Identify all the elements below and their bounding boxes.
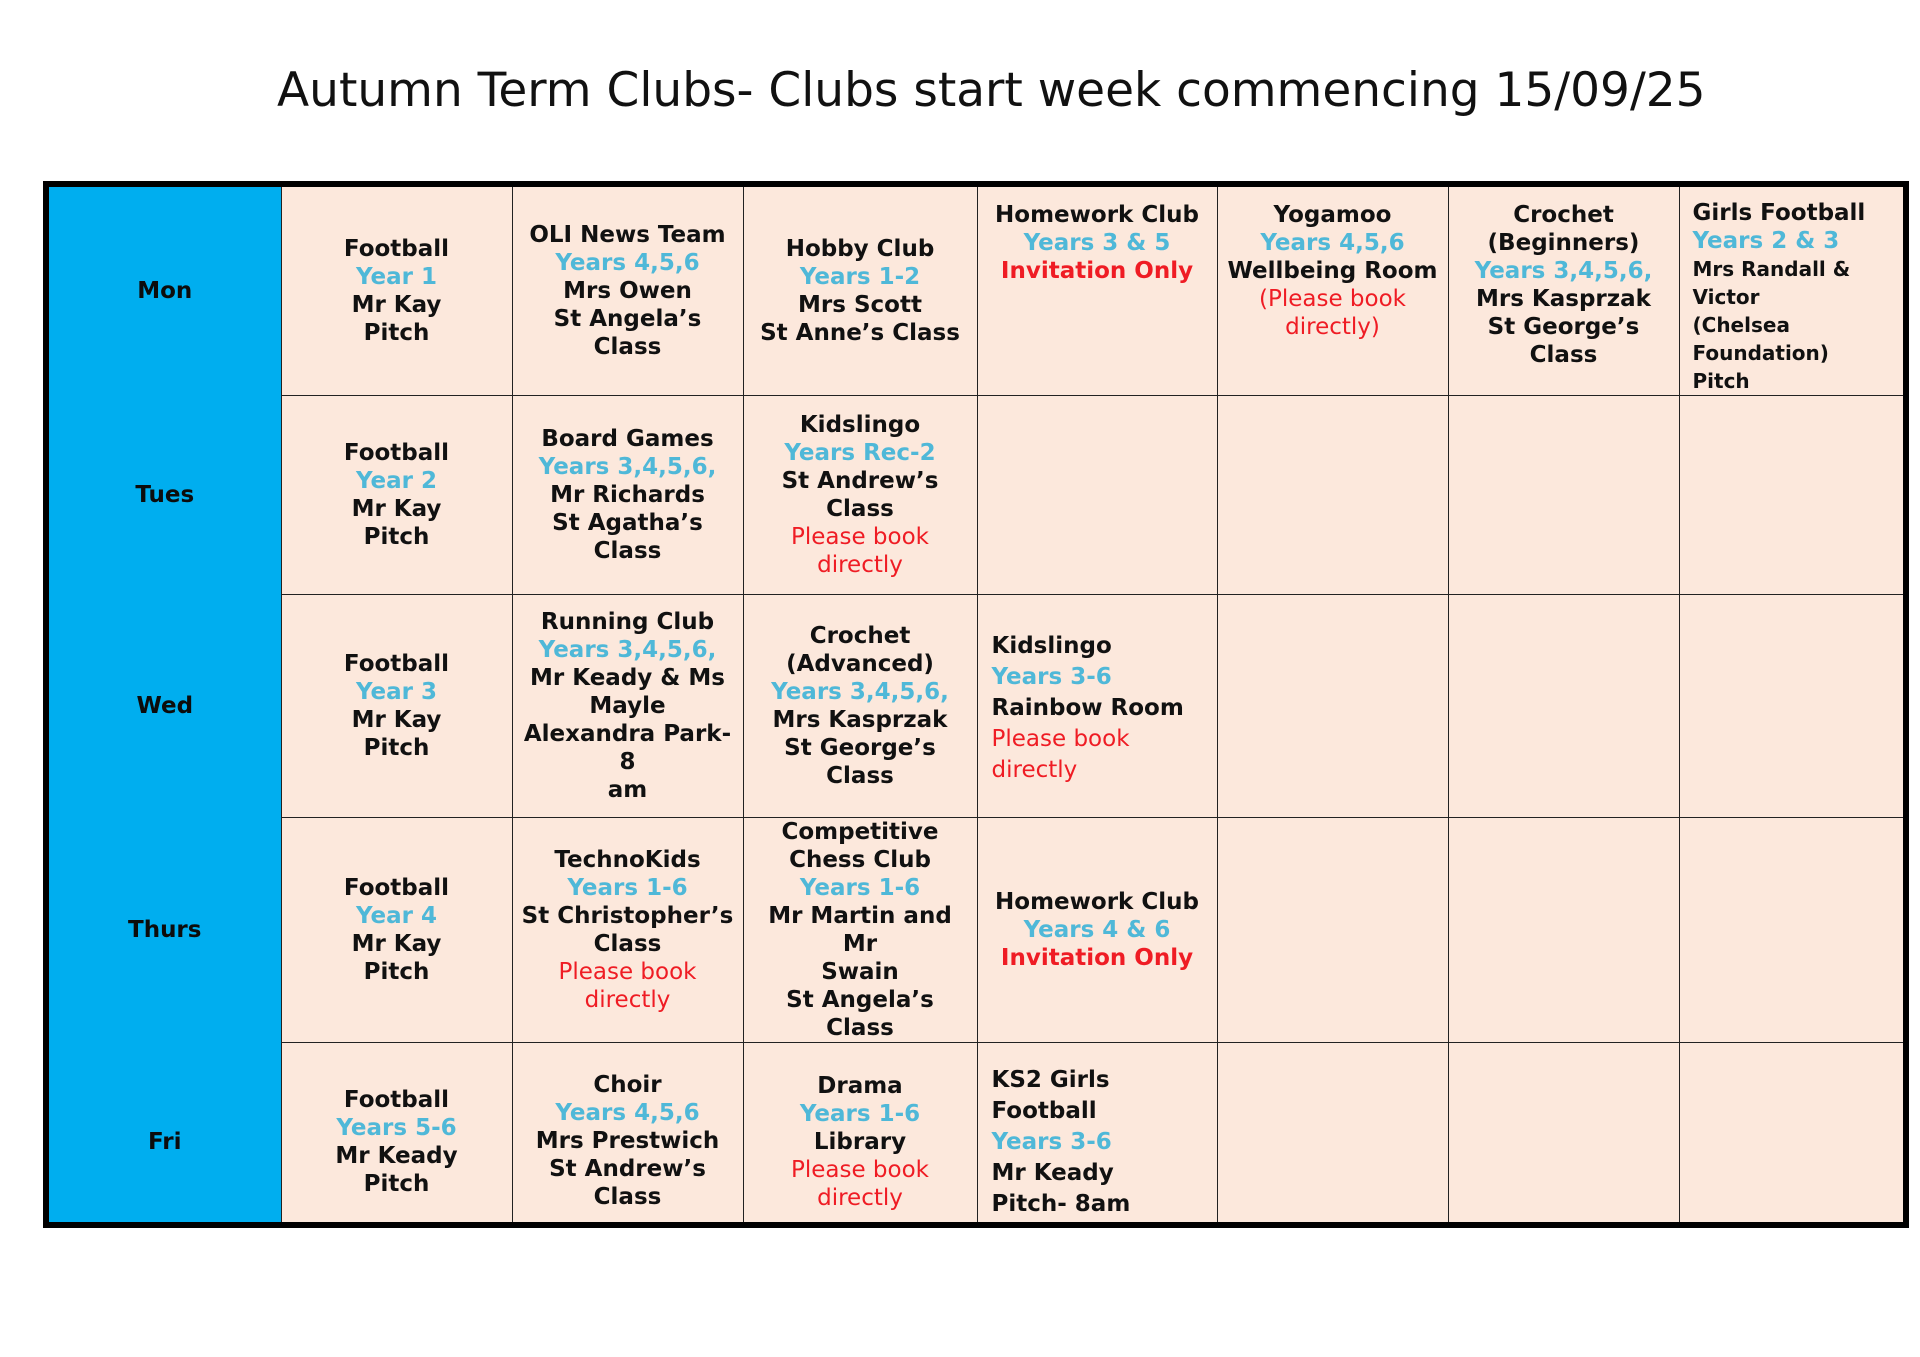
club-teacher: Mr Kay: [351, 707, 442, 733]
club-location: St Andrew’s Class: [781, 468, 939, 522]
club-title: Choir: [593, 1072, 662, 1098]
club-booking-note: directly): [1285, 314, 1380, 340]
club-years: Years 1-6: [567, 875, 688, 901]
club-title: Chess Club: [789, 847, 931, 873]
day-label: Tues: [49, 396, 281, 595]
club-years: Years 3 & 5: [1023, 230, 1171, 256]
club-years: Years 4,5,6: [555, 250, 700, 276]
club-title: Football: [343, 236, 450, 262]
club-title: Crochet: [1513, 202, 1614, 228]
club-location: St George’s Class: [784, 735, 936, 789]
club-teacher: Mr Keady: [991, 1159, 1114, 1186]
club-booking-note: (Please book: [1259, 286, 1406, 312]
club-teacher: Mr Martin and Mr: [768, 903, 952, 957]
club-title: Hobby Club: [785, 236, 935, 262]
club-years: Years 3,4,5,6,: [771, 679, 949, 705]
empty-cell: [1448, 818, 1679, 1043]
club-title: Homework Club: [995, 889, 1199, 915]
empty-cell: [1448, 1043, 1679, 1229]
club-invitation-note: Invitation Only: [1000, 258, 1194, 284]
row-thurs: [49, 818, 1909, 1043]
club-title: Homework Club: [995, 202, 1199, 228]
club-cell: [743, 396, 977, 595]
club-location: Rainbow Room: [991, 695, 1184, 721]
club-cell: [512, 595, 743, 818]
club-years: Years 3-6: [991, 664, 1112, 690]
club-teacher: Mrs Owen: [563, 278, 692, 304]
row-fri: [49, 1043, 1909, 1229]
club-location: am: [607, 777, 648, 803]
club-cell: [977, 1043, 1217, 1229]
club-title: Yogamoo: [1273, 202, 1392, 228]
club-teacher: Mrs Scott: [798, 292, 922, 318]
club-location: Pitch- 8am: [991, 1190, 1131, 1217]
club-title: Football: [343, 651, 450, 677]
club-title: OLI News Team: [529, 222, 726, 248]
club-teacher: Mrs Kasprzak: [1476, 286, 1651, 312]
club-teacher: Mr Keady & Ms: [530, 665, 725, 691]
club-booking-note: Please book: [790, 1157, 929, 1184]
club-cell: [512, 1043, 743, 1229]
club-location: Wellbeing Room: [1227, 258, 1438, 284]
club-teacher: Mr Kay: [351, 292, 442, 318]
club-location: Pitch: [1692, 369, 1750, 393]
day-label: Thurs: [49, 818, 281, 1043]
club-location: Pitch: [363, 524, 430, 550]
club-location: St Agatha’s Class: [552, 510, 703, 564]
day-label: Mon: [49, 187, 281, 396]
club-title: Drama: [817, 1073, 903, 1100]
club-cell: [281, 818, 512, 1043]
club-cell: [512, 396, 743, 595]
club-location: Class: [593, 931, 662, 957]
club-location: Pitch: [363, 320, 430, 346]
club-location: Alexandra Park- 8: [523, 721, 732, 775]
club-cell: [743, 818, 977, 1043]
club-teacher: Mrs Kasprzak: [772, 707, 948, 733]
empty-cell: [1217, 818, 1448, 1043]
club-location: St Angela’s Class: [786, 987, 934, 1041]
empty-cell: [1217, 595, 1448, 818]
club-title: Running Club: [540, 609, 715, 635]
club-title: Football: [343, 875, 450, 901]
empty-cell: [977, 396, 1217, 595]
club-teacher: Mr Kay: [351, 496, 442, 522]
club-cell: [512, 818, 743, 1043]
club-location: Pitch: [363, 959, 430, 985]
club-location: Pitch: [363, 735, 430, 761]
club-years: Years 4 & 6: [1023, 917, 1171, 943]
row-wed: [49, 595, 1909, 818]
club-title: Football: [343, 440, 450, 466]
club-title: Competitive: [781, 819, 939, 845]
club-years: Years 5-6: [336, 1115, 457, 1142]
club-cell: [1448, 187, 1679, 396]
club-cell: [743, 187, 977, 396]
club-booking-note: Please book: [991, 726, 1130, 752]
club-years: Year 1: [355, 264, 438, 290]
club-cell: [281, 595, 512, 818]
club-invitation-note: Invitation Only: [1000, 945, 1194, 971]
club-location: Library: [813, 1129, 907, 1156]
club-booking-note: Please book: [558, 959, 697, 985]
empty-cell: [1448, 595, 1679, 818]
club-years: Years 1-6: [799, 1101, 921, 1128]
club-title: Board Games: [541, 426, 714, 452]
club-years: Year 2: [355, 468, 438, 494]
club-teacher: Mr Kay: [351, 931, 442, 957]
club-teacher: Mr Keady: [335, 1143, 458, 1170]
club-cell: [1217, 187, 1448, 396]
club-years: Years 1-6: [799, 875, 921, 901]
club-teacher: Mrs Prestwich: [535, 1128, 720, 1154]
row-tues: [49, 396, 1909, 595]
club-cell: [512, 187, 743, 396]
club-booking-note: directly: [991, 757, 1078, 783]
empty-cell: [1679, 396, 1909, 595]
club-years: Years Rec-2: [784, 440, 936, 466]
club-years: Year 3: [355, 679, 438, 705]
club-years: Year 4: [355, 903, 438, 929]
club-cell: [281, 187, 512, 396]
club-cell: [1679, 187, 1909, 396]
club-teacher: (Chelsea Foundation): [1692, 313, 1829, 365]
empty-cell: [1217, 1043, 1448, 1229]
club-teacher: Mrs Randall & Victor: [1692, 257, 1851, 309]
club-cell: [977, 818, 1217, 1043]
club-location: St Angela’s Class: [553, 306, 702, 360]
club-location: St Christopher’s: [521, 903, 734, 929]
club-title: Crochet: [809, 623, 911, 649]
day-label: Fri: [49, 1043, 281, 1229]
page-title: Autumn Term Clubs- Clubs start week commencing 15/09/25: [277, 63, 1706, 118]
club-years: Years 3-6: [991, 1128, 1112, 1155]
club-title: Kidslingo: [991, 633, 1112, 659]
club-years: Years 3,4,5,6,: [1474, 258, 1653, 284]
club-cell: [977, 595, 1217, 818]
club-cell: [977, 187, 1217, 396]
club-years: Years 4,5,6: [1260, 230, 1405, 256]
empty-cell: [1679, 1043, 1909, 1229]
club-location: Pitch: [363, 1171, 430, 1198]
club-title: KS2 Girls Football: [991, 1066, 1110, 1124]
club-years: Years 3,4,5,6,: [538, 637, 717, 663]
club-years: Years 1-2: [799, 264, 921, 290]
club-title: Kidslingo: [799, 412, 921, 438]
club-title: TechnoKids: [554, 847, 701, 873]
club-years: Years 3,4,5,6,: [538, 454, 717, 480]
club-cell: [743, 1043, 977, 1229]
empty-cell: [1217, 396, 1448, 595]
club-cell: [743, 595, 977, 818]
clubs-timetable: [43, 181, 1909, 1228]
club-booking-note: Please book: [790, 524, 929, 550]
club-years: Years 2 & 3: [1692, 228, 1840, 254]
club-location: St Anne’s Class: [760, 320, 960, 346]
club-location: St George’s Class: [1487, 314, 1640, 368]
club-booking-note: directly: [817, 1185, 903, 1212]
club-title: (Advanced): [786, 651, 934, 677]
club-booking-note: directly: [584, 987, 671, 1013]
empty-cell: [1679, 818, 1909, 1043]
club-location: St Andrew’s Class: [549, 1156, 706, 1210]
club-booking-note: directly: [817, 552, 903, 578]
empty-cell: [1448, 396, 1679, 595]
club-teacher: Mayle: [589, 693, 666, 719]
club-title: Girls Football: [1692, 200, 1866, 226]
club-title: (Beginners): [1487, 230, 1640, 256]
timetable-grid: [49, 187, 1909, 1228]
club-years: Years 4,5,6: [555, 1100, 700, 1126]
day-label: Wed: [49, 595, 281, 818]
club-teacher: Swain: [821, 959, 899, 985]
empty-cell: [1679, 595, 1909, 818]
club-cell: [281, 396, 512, 595]
club-title: Football: [343, 1087, 450, 1114]
row-mon: [49, 187, 1909, 396]
club-cell: [281, 1043, 512, 1229]
club-teacher: Mr Richards: [550, 482, 705, 508]
